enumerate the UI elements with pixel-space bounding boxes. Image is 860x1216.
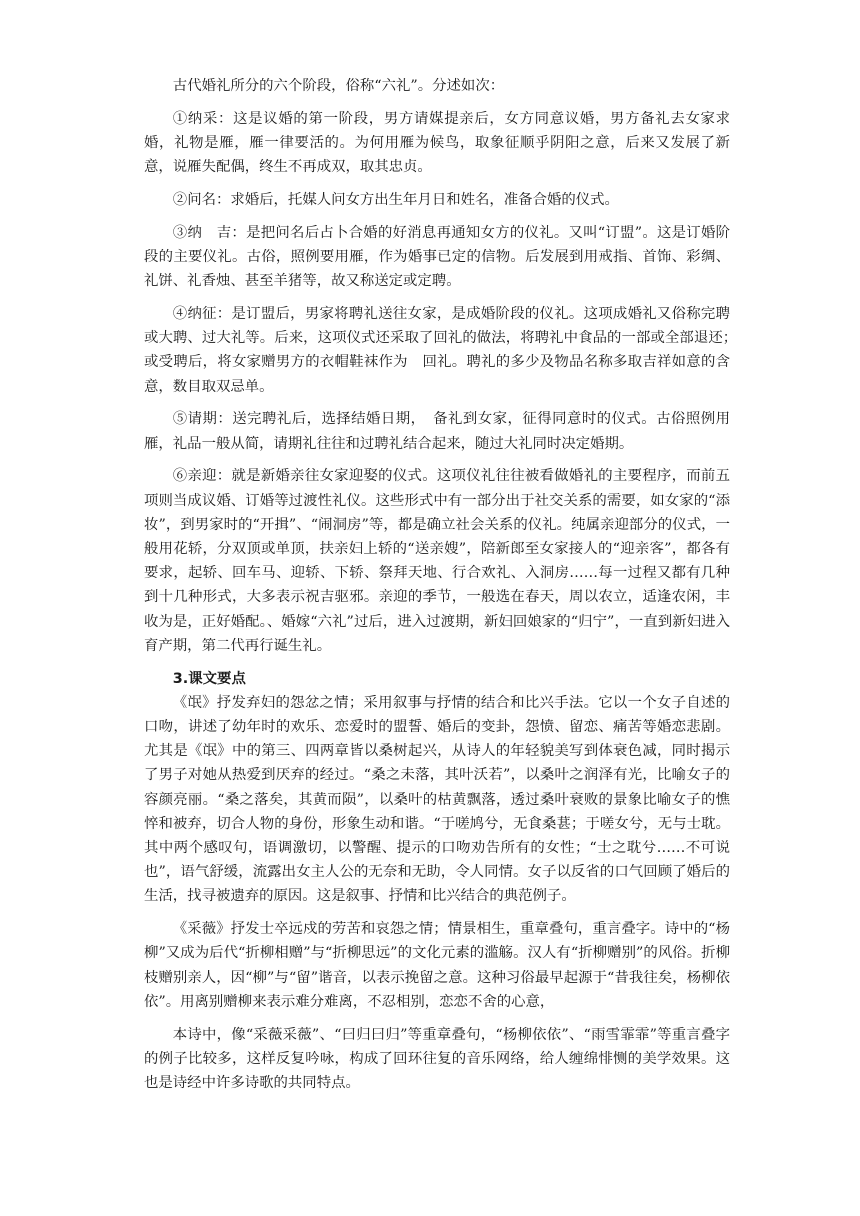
analysis-caiwei-paragraph: 《采薇》抒发士卒远戍的劳苦和哀怨之情；情景相生，重章叠句，重言叠字。诗中的“杨柳”又成为后代“折柳相赠”与“折柳思远”的文化元素的滥觞。汉人有“折柳赠别”的风俗。折柳枝赠别亲人，因“柳”与“留”谐音，以表示挽留之意。这种习俗最早起源于“昔我往矣，杨柳依依”。用离别赠柳来表示难分难离，不忍相别，恋恋不舍的心意， xyxy=(144,921,730,1010)
intro-paragraph: 古代婚礼所分的六个阶段，俗称“六礼”。分述如次： xyxy=(172,78,505,94)
rite-qingqi-paragraph: ⑤请期：送完聘礼后，选择结婚日期， 备礼到女家，征得同意时的仪式。古俗照例用雁，礼品一般从简，请期礼往往和过聘礼结合起来，随过大礼同时决定婚期。 xyxy=(144,411,730,452)
rite-qinying-paragraph: ⑥亲迎：就是新婚亲往女家迎娶的仪式。这项仪礼往往被看做婚礼的主要程序，而前五项则当成议婚、订婚等过渡性礼仪。这些形式中有一部分出于社交关系的需要，如女家的“添妆”，到男家时的“开揖”、“闹洞房”等，都是确立社会关系的仪礼。纯属亲迎部分的仪式，一般用花轿，分双顶或单顶，扶亲妇上轿的“送亲嫂”，陪新郎至女家接人的“迎亲客”，都各有要求，起轿、回车马、迎轿、下轿、祭拜天地、行合欢礼、入洞房……每一过程又都有几种到十几种形式，大多表示祝吉驱邪。亲迎的季节，一般选在春天，周以农立，适逢农闲，丰收为是，正好婚配。、婚嫁“六礼”过后，进入过渡期，新妇回娘家的“归宁”，一直到新妇进入育产期，第二代再行诞生礼。 xyxy=(144,468,730,654)
document-page xyxy=(144,74,745,1104)
rite-nazheng-paragraph: ④纳征：是订盟后，男家将聘礼送往女家，是成婚阶段的仪礼。这项成婚礼又俗称完聘或大聘、过大礼等。后来，这项仪式还采取了回礼的做法，将聘礼中食品的一部或全部退还； 或受聘后，将女家赠男方的衣帽鞋袜作为 回礼。聘礼的多少及物品名称多取吉祥如意的含意，数目取双忌单。 xyxy=(144,306,745,395)
analysis-meng-paragraph: 《氓》抒发弃妇的怨忿之情；采用叙事与抒情的结合和比兴手法。它以一个女子自述的口吻，讲述了幼年时的欢乐、恋爱时的盟誓、婚后的变卦，怨愤、留恋、痛苦等婚恋悲剧。尤其是《氓》中的第三、四两章皆以桑树起兴，从诗人的年轻貌美写到体衰色减，同时揭示了男子对她从热爱到厌弃的经过。“桑之未落，其叶沃若”，以桑叶之润泽有光，比喻女子的容颜亮丽。“桑之落矣，其黄而陨”，以桑叶的枯黄飘落，透过桑叶衰败的景象比喻女子的憔悴和被弃，切合人物的身份，形象生动和谐。“于嗟鸠兮，无食桑葚；于嗟女兮，无与士耽。其中两个感叹句，语调激切，以警醒、提示的口吻劝告所有的女性；“士之耽兮……不可说也”，语气舒缓，流露出女主人公的无奈和无助，令人同情。女子以反省的口气回顾了婚后的生活，找寻被遗弃的原因。这是叙事、抒情和比兴结合的典范例子。 xyxy=(144,694,730,905)
rite-wenming-paragraph: ②问名：求婚后，托媒人问女方出生年月日和姓名，准备合婚的仪式。 xyxy=(172,192,619,208)
analysis-repetition-paragraph: 本诗中，像“采薇采薇”、“曰归曰归”等重章叠句，“杨柳依依”、“雨雪霏霏”等重言叠字的例子比较多，这样反复吟咏，构成了回环往复的音乐网络，给人缠绵悱恻的美学效果。这也是诗经中许多诗歌的共同特点。 xyxy=(144,1026,730,1092)
rite-najai-paragraph: ①纳采：这是议婚的第一阶段，男方请媒提亲后，女方同意议婚，男方备礼去女家求婚，礼物是雁，雁一律要活的。为何用雁为候鸟，取象征顺乎阴阳之意，后来又发展了新意，说雁失配偶，终生不再成双，取其忠贞。 xyxy=(144,110,730,176)
section-heading: 3.课文要点 xyxy=(172,670,246,687)
rite-naji-paragraph: ③纳 吉：是把问名后占卜合婚的好消息再通知女方的仪礼。又叫“订盟”。这是订婚阶段的主要仪礼。古俗，照例要用雁，作为婚事已定的信物。后发展到用戒指、首饰、彩绸、礼饼、礼香烛、甚至羊猪等，故又称送定或定聘。 xyxy=(144,224,730,290)
